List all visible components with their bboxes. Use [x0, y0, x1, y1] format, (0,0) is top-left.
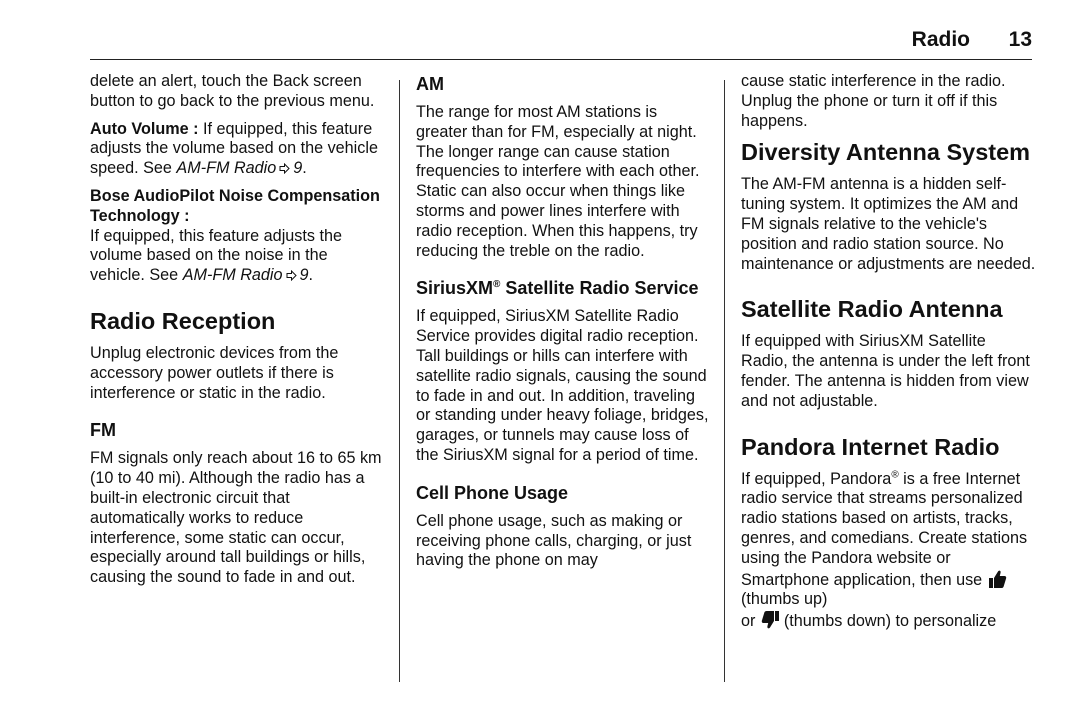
heading-am: AM [416, 74, 444, 94]
diversity-paragraph: The AM-FM antenna is a hidden self-tuning system. It optimizes the AM and FM signals relative to the vehicle's position and radio station source. No maintenance or adjustments are needed. [741, 175, 1036, 273]
bose-paragraph [90, 187, 386, 286]
registered-mark: ® [493, 279, 501, 291]
heading-text: Satellite Radio Service [500, 278, 699, 299]
bose-text: If equipped, this feature adjusts the volume based on the noise in the vehicle. See [90, 226, 342, 285]
auto-volume-paragraph [90, 120, 386, 179]
am-paragraph: The range for most AM stations is greater than for FM, especially at night. The longer range can cause station frequencies to interfere with each other. Static can also occur when things like storms and power lines interfere with radio reception. When this happens, try reducing the treble on the radio. [416, 103, 700, 260]
heading-fm: FM [90, 420, 116, 441]
section-title: Radio [911, 28, 970, 51]
pandora-text: or [741, 612, 760, 631]
punctuation: . [302, 159, 307, 178]
fm-paragraph: FM signals only reach about 16 to 65 km (10 to 40 mi). Although the radio has a built-in electronic circuit that automatically works to reduce interference, some static can occur, especially around tall buildings or hills, causing the sound to fade in and out. [90, 449, 382, 587]
thumbs-up-label: (thumbs up) [741, 590, 828, 609]
page-header [90, 27, 1032, 60]
column-middle [416, 72, 712, 579]
page-number: 13 [1008, 28, 1032, 51]
pandora-text: is a free Internet radio service that streams personalized radio stations based on artists, tracks, genres, and comedians. Create stations using the Pandora website or Smartphone application, then use [741, 469, 1028, 589]
column-left [90, 72, 386, 596]
cell-phone-paragraph: Cell phone usage, such as making or receiving phone calls, charging, or just having the phone on may [416, 511, 692, 570]
column-right [741, 72, 1037, 640]
heading-satellite-antenna: Satellite Radio Antenna [741, 296, 1003, 323]
pandora-paragraph [741, 470, 1037, 632]
auto-volume-ref[interactable]: AM-FM Radio [176, 159, 277, 178]
heading-pandora: Pandora Internet Radio [741, 433, 1000, 460]
pandora-text: If equipped, Pandora [741, 469, 892, 488]
bose-label: Bose AudioPilot Noise Compensation Technology : [90, 186, 380, 225]
thumbs-up-icon [987, 571, 1011, 589]
column-divider [399, 80, 400, 682]
heading-siriusxm [416, 277, 712, 299]
thumbs-down-icon [760, 612, 784, 630]
continued-paragraph: cause static interference in the radio. Unplug the phone or turn it off if this happens. [741, 72, 1006, 130]
bose-page[interactable]: 9 [299, 266, 309, 285]
radio-reception-paragraph: Unplug electronic devices from the accessory power outlets if there is interference or static in the radio. [90, 343, 339, 402]
page-ref-arrow-icon [276, 159, 293, 177]
satellite-antenna-paragraph: If equipped with SiriusXM Satellite Radio, the antenna is under the left front fender. The antenna is hidden from view and not adjustable. [741, 332, 1030, 410]
auto-volume-text: If equipped, this feature adjusts the volume based on the vehicle speed. See [90, 119, 378, 178]
column-divider [724, 80, 725, 682]
heading-text: SiriusXM [416, 278, 494, 299]
auto-volume-label: Auto Volume : [90, 119, 199, 138]
thumbs-down-label: (thumbs down) to personalize [783, 612, 997, 631]
intro-paragraph: delete an alert, touch the Back screen button to go back to the previous menu. [90, 72, 375, 110]
page-ref-arrow-icon [283, 266, 300, 284]
siriusxm-paragraph: If equipped, SiriusXM Satellite Radio Service provides digital radio reception. Tall buildings or hills can interfere with satellite radio signals, causing the sound to fade in and out. In addition, traveling or standing under heavy foliage, bridges, garages, or tunnels may cause loss of the SiriusXM signal for a period of time. [416, 307, 709, 464]
bose-ref[interactable]: AM-FM Radio [182, 266, 283, 285]
punctuation: . [308, 266, 314, 285]
registered-mark: ® [891, 469, 899, 481]
heading-diversity-antenna: Diversity Antenna System [741, 139, 1031, 166]
auto-volume-page[interactable]: 9 [293, 159, 303, 178]
heading-radio-reception: Radio Reception [90, 307, 276, 334]
heading-cell-phone: Cell Phone Usage [416, 482, 569, 503]
